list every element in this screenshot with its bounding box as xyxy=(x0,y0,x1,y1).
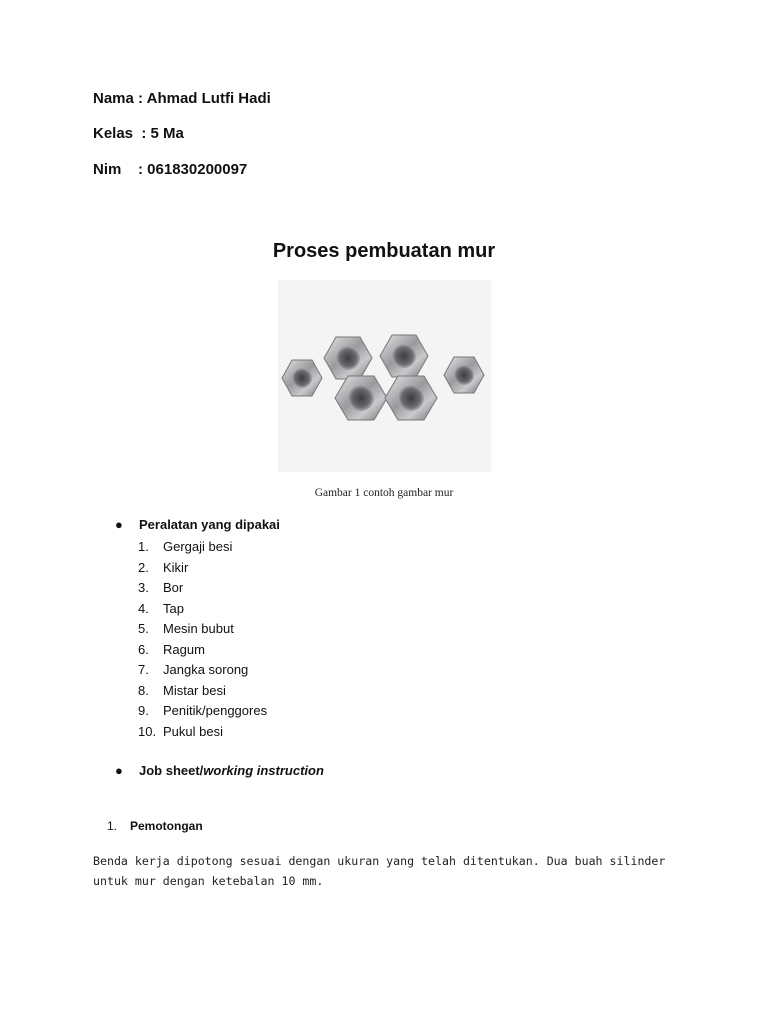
student-nim: Nim : 061830200097 xyxy=(93,161,248,178)
nuts-photo xyxy=(278,280,491,472)
list-item-label: Mesin bubut xyxy=(163,621,234,636)
list-item-number: 5. xyxy=(138,621,149,636)
nuts-illustration xyxy=(278,280,491,472)
list-item-label: Gergaji besi xyxy=(163,539,233,554)
list-item-number: 2. xyxy=(138,559,149,575)
bullet-icon: ● xyxy=(115,517,123,532)
student-class: Kelas : 5 Ma xyxy=(93,125,184,142)
list-item-number: 9. xyxy=(138,703,149,718)
list-item-number: 7. xyxy=(138,662,149,677)
list-item-number: 3. xyxy=(138,580,149,595)
student-name: Nama : Ahmad Lutfi Hadi xyxy=(93,90,271,107)
step-description: Benda kerja dipotong sesuai dengan ukuran yang telah ditentukan. Dua buah silinder untuk mur dengan ketebalan 10 mm. xyxy=(93,854,666,888)
step-title: Pemotongan xyxy=(130,819,203,833)
list-item-number: 1. xyxy=(138,539,149,554)
list-item-label: Jangka sorong xyxy=(163,662,249,677)
list-item-number: 8. xyxy=(138,682,149,698)
list-item-label: Mistar besi xyxy=(163,682,226,698)
list-item-label: Penitik/penggores xyxy=(163,703,268,718)
list-item-number: 6. xyxy=(138,641,149,657)
job-sheet-heading: Job sheet/working instruction xyxy=(139,763,324,778)
equipment-heading: Peralatan yang dipakai xyxy=(139,517,280,532)
list-item-label: Kikir xyxy=(163,559,189,575)
list-item-number: 10. xyxy=(138,723,157,739)
step-number: 1. xyxy=(107,819,118,833)
list-item-number: 4. xyxy=(138,600,149,616)
list-item-label: Tap xyxy=(163,600,184,616)
figure-caption: Gambar 1 contoh gambar mur xyxy=(314,487,454,499)
bullet-icon: ● xyxy=(115,763,123,778)
list-item-label: Bor xyxy=(163,580,184,595)
list-item-label: Pukul besi xyxy=(163,723,223,739)
list-item-label: Ragum xyxy=(163,641,205,657)
page-title: Proses pembuatan mur xyxy=(272,240,496,262)
